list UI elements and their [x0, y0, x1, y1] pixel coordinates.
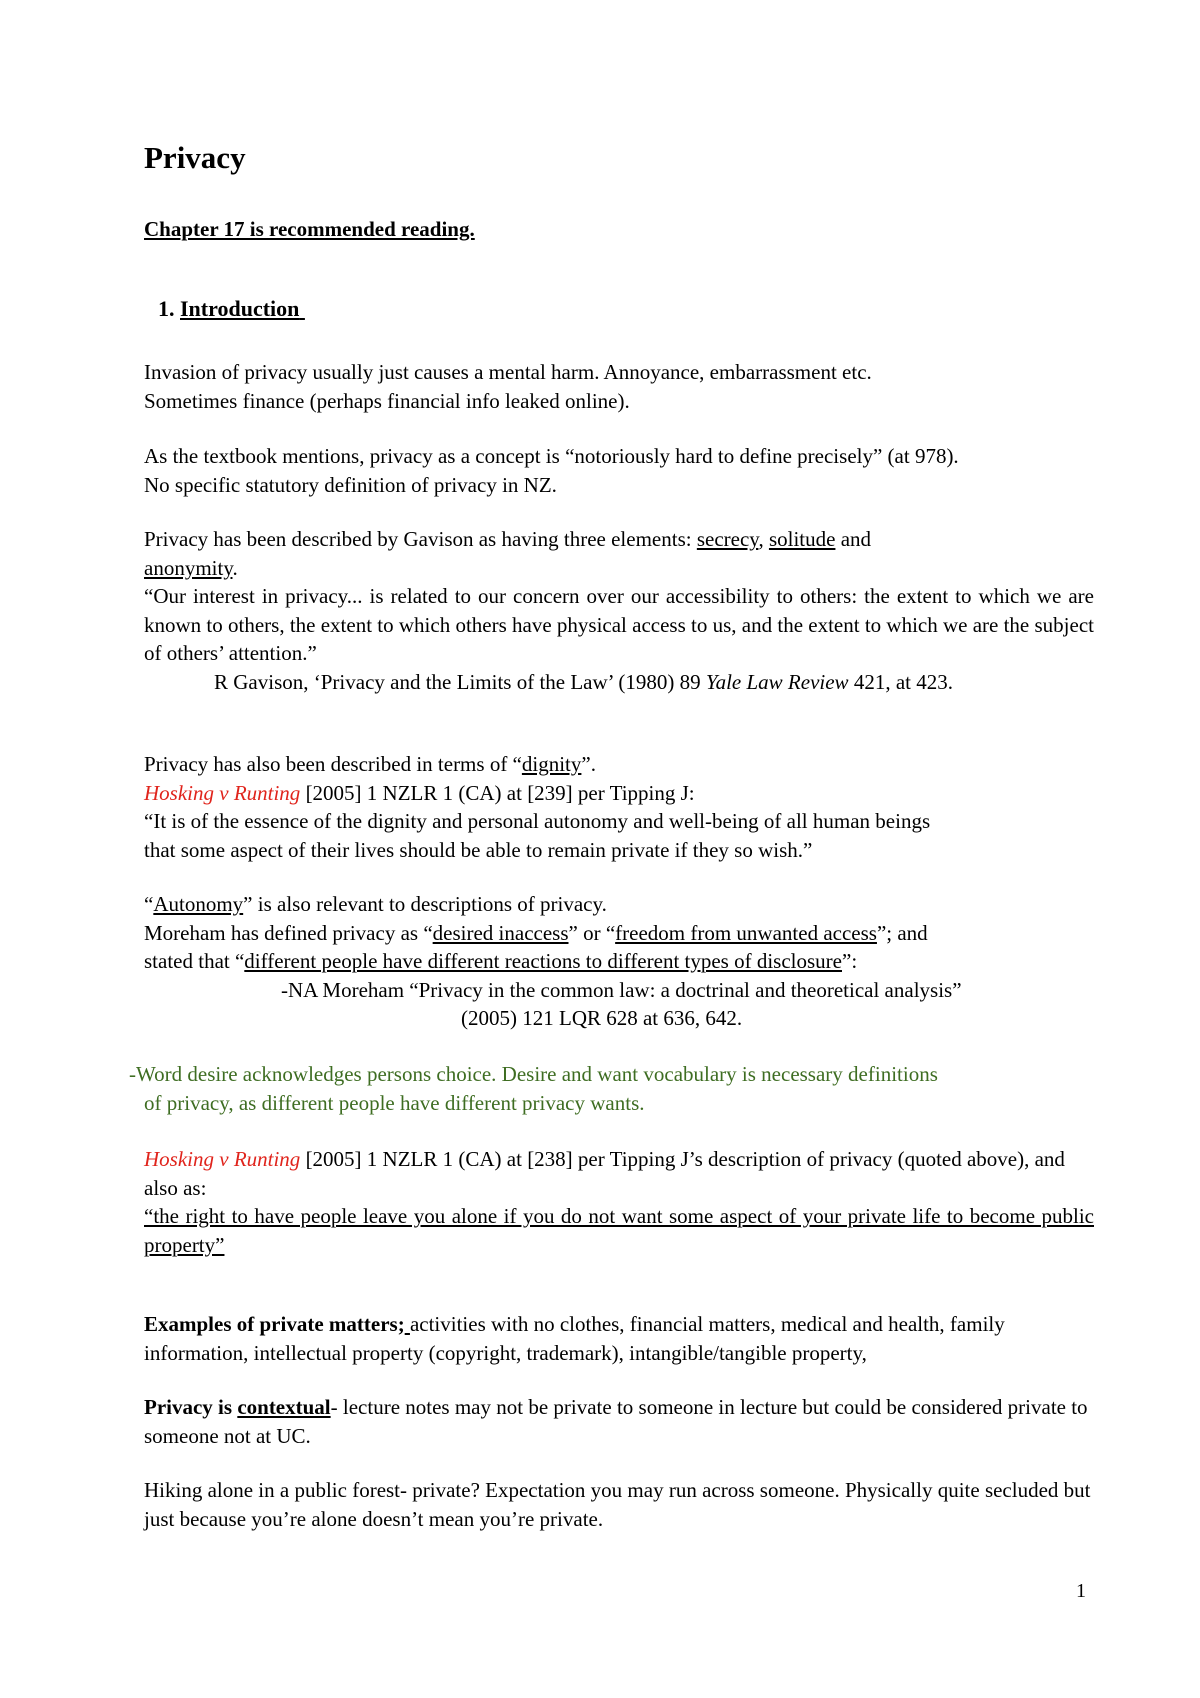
note-desire: [129, 1060, 1079, 1117]
paragraph-hosking-238: [144, 1145, 1094, 1259]
term-secrecy: secrecy: [696, 527, 759, 551]
case-name: Hosking v Runting: [144, 780, 301, 805]
definition-line-2: No specific statutory definition of privacy in NZ.: [144, 472, 557, 497]
harm-line-1: Invasion of privacy usually just causes a mental harm. Annoyance, embarrassment etc.: [144, 360, 872, 384]
term-different-reactions: different people have different reactions to different types of disclosure: [244, 949, 842, 973]
term-autonomy: Autonomy: [153, 892, 244, 916]
recommended-reading: Chapter 17 is recommended reading.: [144, 217, 475, 241]
hosking-quote: “the right to have people leave you alone if you do not want some aspect of your private life to become public property”: [144, 1204, 1094, 1257]
paragraph-contextual: Privacy is contextual- lecture notes may not be private to someone in lecture but could be considered private to someone not at UC.: [144, 1395, 1088, 1448]
term-solitude: solitude: [768, 527, 836, 551]
section-heading: [158, 295, 1108, 324]
moreham-citation-1: -NA Moreham “Privacy in the common law: a doctrinal and theoretical analysis”: [281, 977, 962, 1002]
paragraph-hiking: Hiking alone in a public forest- private? Expectation you may run across someone. Physically quite secluded but just because you’re alone doesn’t mean you’re private.: [144, 1478, 1091, 1531]
definition-line-1: As the textbook mentions, privacy as a concept is “notoriously hard to define precisely” (at 978).: [144, 444, 959, 468]
case-name: Hosking v Runting: [144, 1147, 301, 1171]
paragraph-autonomy: “Autonomy” is also relevant to descriptions of privacy. Moreham has defined privacy as “desired inaccess” or “freedom from unwanted access”; and stated that “different people have different reactions to different types of disclosure”: -NA Moreham “Privacy in the common law: a doctrinal and theoretical analysis” (2005) 121 LQR 628 at 636, 642.: [144, 890, 1094, 1033]
paragraph-harm: [144, 358, 1094, 415]
gavison-citation: R Gavison, ‘Privacy and the Limits of the Law’ (1980) 89 Yale Law Review 421, at 423.: [214, 669, 953, 694]
section-number: 1.: [158, 296, 175, 321]
section-title: Introduction: [180, 296, 300, 321]
term-anonymity: anonymity: [144, 555, 233, 580]
term-freedom: freedom from unwanted access: [615, 920, 877, 945]
page-title: Privacy: [144, 140, 246, 175]
dignity-quote-line-1: “It is of the essence of the dignity and personal autonomy and well-being of all human beings: [144, 809, 931, 833]
gavison-elements: Privacy has been described by Gavison as having three elements: secrecy, solitude and: [144, 527, 872, 551]
page-number: 1: [1076, 1580, 1086, 1602]
note-line-2: of privacy, as different people have different privacy wants.: [144, 1090, 645, 1115]
dignity-quote-line-2: that some aspect of their lives should be able to remain private if they so wish.”: [144, 837, 813, 862]
paragraph-definition: [144, 442, 1094, 499]
examples-label: Examples of private matters;: [144, 1312, 405, 1336]
hosking-citation-1: Hosking v Runting [2005] 1 NZLR 1 (CA) at [239] per Tipping J:: [144, 780, 695, 805]
note-line-1: -Word desire acknowledges persons choice. Desire and want vocabulary is necessary definitions: [129, 1062, 938, 1086]
term-dignity: dignity: [521, 752, 582, 776]
hosking-citation-2: Hosking v Runting [2005] 1 NZLR 1 (CA) at [238] per Tipping J’s description of privacy (quoted above), and also as:: [144, 1147, 1065, 1200]
gavison-quote: “Our interest in privacy... is related to our concern over our accessibility to others: the extent to which we are known to others, the extent to which others have physical access to us, and the extent to which we are the subject of others’ attention.”: [144, 584, 1094, 665]
term-contextual: contextual: [237, 1395, 331, 1419]
paragraph-dignity: Privacy has also been described in terms of “dignity”. Hosking v Runting [2005] 1 NZLR 1 (CA) at [239] per Tipping J: “It is of the essence of the dignity and personal autonomy and well-being of all human beings that some aspect of their lives should be able to remain private if they so wish.”: [144, 750, 1094, 864]
harm-line-2: Sometimes finance (perhaps financial info leaked online).: [144, 388, 630, 413]
moreham-citation-2: (2005) 121 LQR 628 at 636, 642.: [461, 1006, 743, 1030]
paragraph-gavison: Privacy has been described by Gavison as having three elements: secrecy, solitude and anonymity. “Our interest in privacy... is related to our concern over our accessibility to others: the extent to which we are known to others, the extent to which others have physical access to us, and the extent to which we are the subject of others’ attention.” R Gavison, ‘Privacy and the Limits of the Law’ (1980) 89 Yale Law Review 421, at 423.: [144, 525, 1094, 696]
paragraph-examples: Examples of private matters; activities with no clothes, financial matters, medical and health, family information, intellectual property (copyright, trademark), intangible/tangible property,: [144, 1312, 1005, 1365]
term-desired-inaccess: desired inaccess: [432, 920, 569, 945]
